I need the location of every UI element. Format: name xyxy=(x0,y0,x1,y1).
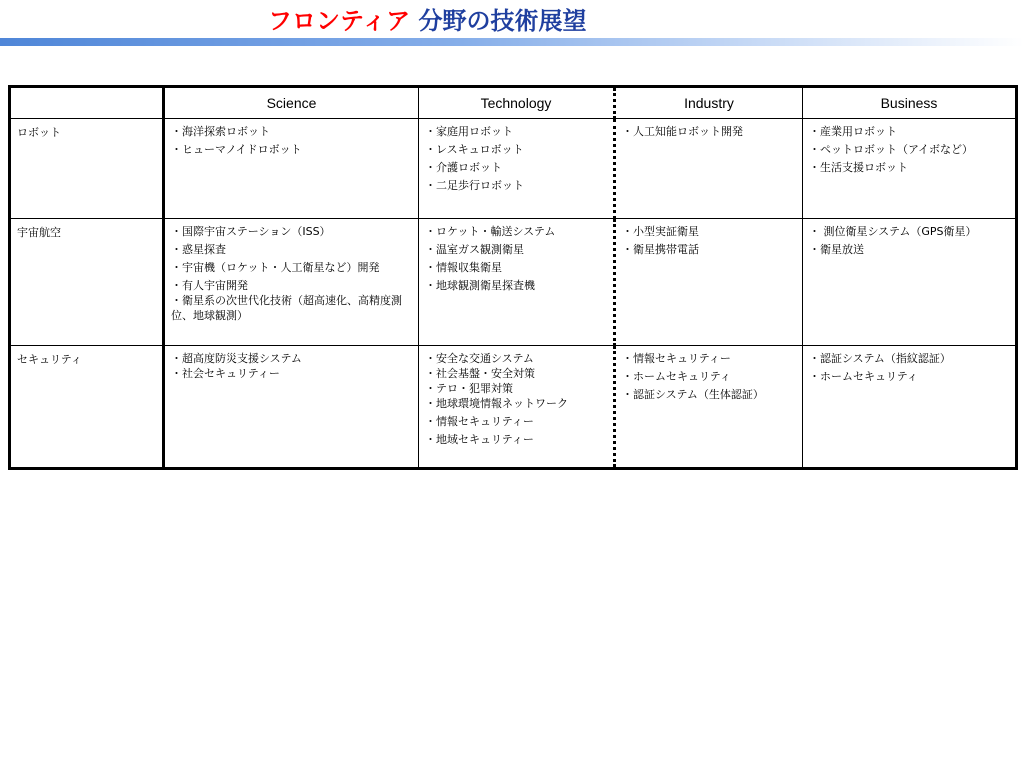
cell-security-science xyxy=(164,346,419,469)
row-label-robot: ロボット xyxy=(10,119,164,219)
row-label-security: セキュリティ xyxy=(10,346,164,469)
list-item: ・小型実証衛星 xyxy=(622,225,699,238)
header-business: Business xyxy=(803,87,1017,119)
list-item: ・宇宙機（ロケット・人工衛星など）開発 xyxy=(171,261,380,274)
cell-aerospace-technology xyxy=(419,219,615,346)
list-item: ・地球観測衛星探査機 xyxy=(425,279,535,292)
list-item: ・介護ロボット xyxy=(425,161,502,174)
list-item: ・地域セキュリティー xyxy=(425,433,534,446)
cell-security-technology xyxy=(419,346,615,469)
list-item: ・情報セキュリティー xyxy=(622,352,731,365)
list-item: ・超高度防災支援システム xyxy=(171,352,302,365)
cell-aerospace-industry xyxy=(615,219,803,346)
header-technology: Technology xyxy=(419,87,615,119)
cell-robot-science xyxy=(164,119,419,219)
header-science: Science xyxy=(164,87,419,119)
list-item: ・衛星系の次世代化技術（超高速化、高精度測位、地球観測） xyxy=(171,294,402,322)
list-item: ・衛星放送 xyxy=(809,243,864,256)
table-row-aerospace xyxy=(10,219,1017,346)
header-corner xyxy=(10,87,164,119)
table-row-security xyxy=(10,346,1017,469)
cell-robot-technology xyxy=(419,119,615,219)
list-item: ・ 測位衛星システム（GPS衛星） xyxy=(809,225,977,238)
list-item: ・衛星携帯電話 xyxy=(622,243,699,256)
list-item: ・レスキュロボット xyxy=(425,143,524,156)
list-item: ・認証システム（指紋認証） xyxy=(809,352,951,365)
list-item: ・情報収集衛星 xyxy=(425,261,502,274)
list-item: ・惑星探査 xyxy=(171,243,226,256)
list-item: ・ロケット・輸送システム xyxy=(425,225,556,238)
title-rest: 分野の技術展望 xyxy=(418,7,587,35)
list-item: ・社会セキュリティー xyxy=(171,367,280,380)
list-item: ・ホームセキュリティ xyxy=(809,370,918,383)
table-row-robot xyxy=(10,119,1017,219)
page-title xyxy=(268,6,586,36)
list-item: ・認証システム（生体認証） xyxy=(622,388,764,401)
list-item: ・家庭用ロボット xyxy=(425,125,513,138)
cell-aerospace-business xyxy=(803,219,1017,346)
header-row xyxy=(10,87,1017,119)
row-label-aerospace: 宇宙航空 xyxy=(10,219,164,346)
header-industry: Industry xyxy=(615,87,803,119)
list-item: ・生活支援ロボット xyxy=(809,161,908,174)
cell-robot-industry xyxy=(615,119,803,219)
list-item: ・海洋探索ロボット xyxy=(171,125,270,138)
cell-aerospace-science xyxy=(164,219,419,346)
frontier-table xyxy=(8,85,1018,470)
list-item: ・社会基盤・安全対策 xyxy=(425,367,535,380)
title-frontier: フロンティア xyxy=(268,7,411,35)
cell-robot-business xyxy=(803,119,1017,219)
list-item: ・二足歩行ロボット xyxy=(425,179,524,192)
list-item: ・ヒューマノイドロボット xyxy=(171,143,302,156)
list-item: ・有人宇宙開発 xyxy=(171,279,248,292)
cell-security-business xyxy=(803,346,1017,469)
list-item: ・人工知能ロボット開発 xyxy=(622,125,743,138)
list-item: ・ペットロボット（アイボなど） xyxy=(809,143,974,156)
list-item: ・産業用ロボット xyxy=(809,125,897,138)
list-item: ・ホームセキュリティ xyxy=(622,370,731,383)
list-item: ・地球環境情報ネットワーク xyxy=(425,397,568,410)
title-underline-bar xyxy=(0,38,1024,46)
list-item: ・情報セキュリティー xyxy=(425,415,534,428)
list-item: ・国際宇宙ステーション（ISS） xyxy=(171,225,331,238)
cell-security-industry xyxy=(615,346,803,469)
list-item: ・温室ガス観測衛星 xyxy=(425,243,524,256)
list-item: ・テロ・犯罪対策 xyxy=(425,382,513,395)
list-item: ・安全な交通システム xyxy=(425,352,534,365)
